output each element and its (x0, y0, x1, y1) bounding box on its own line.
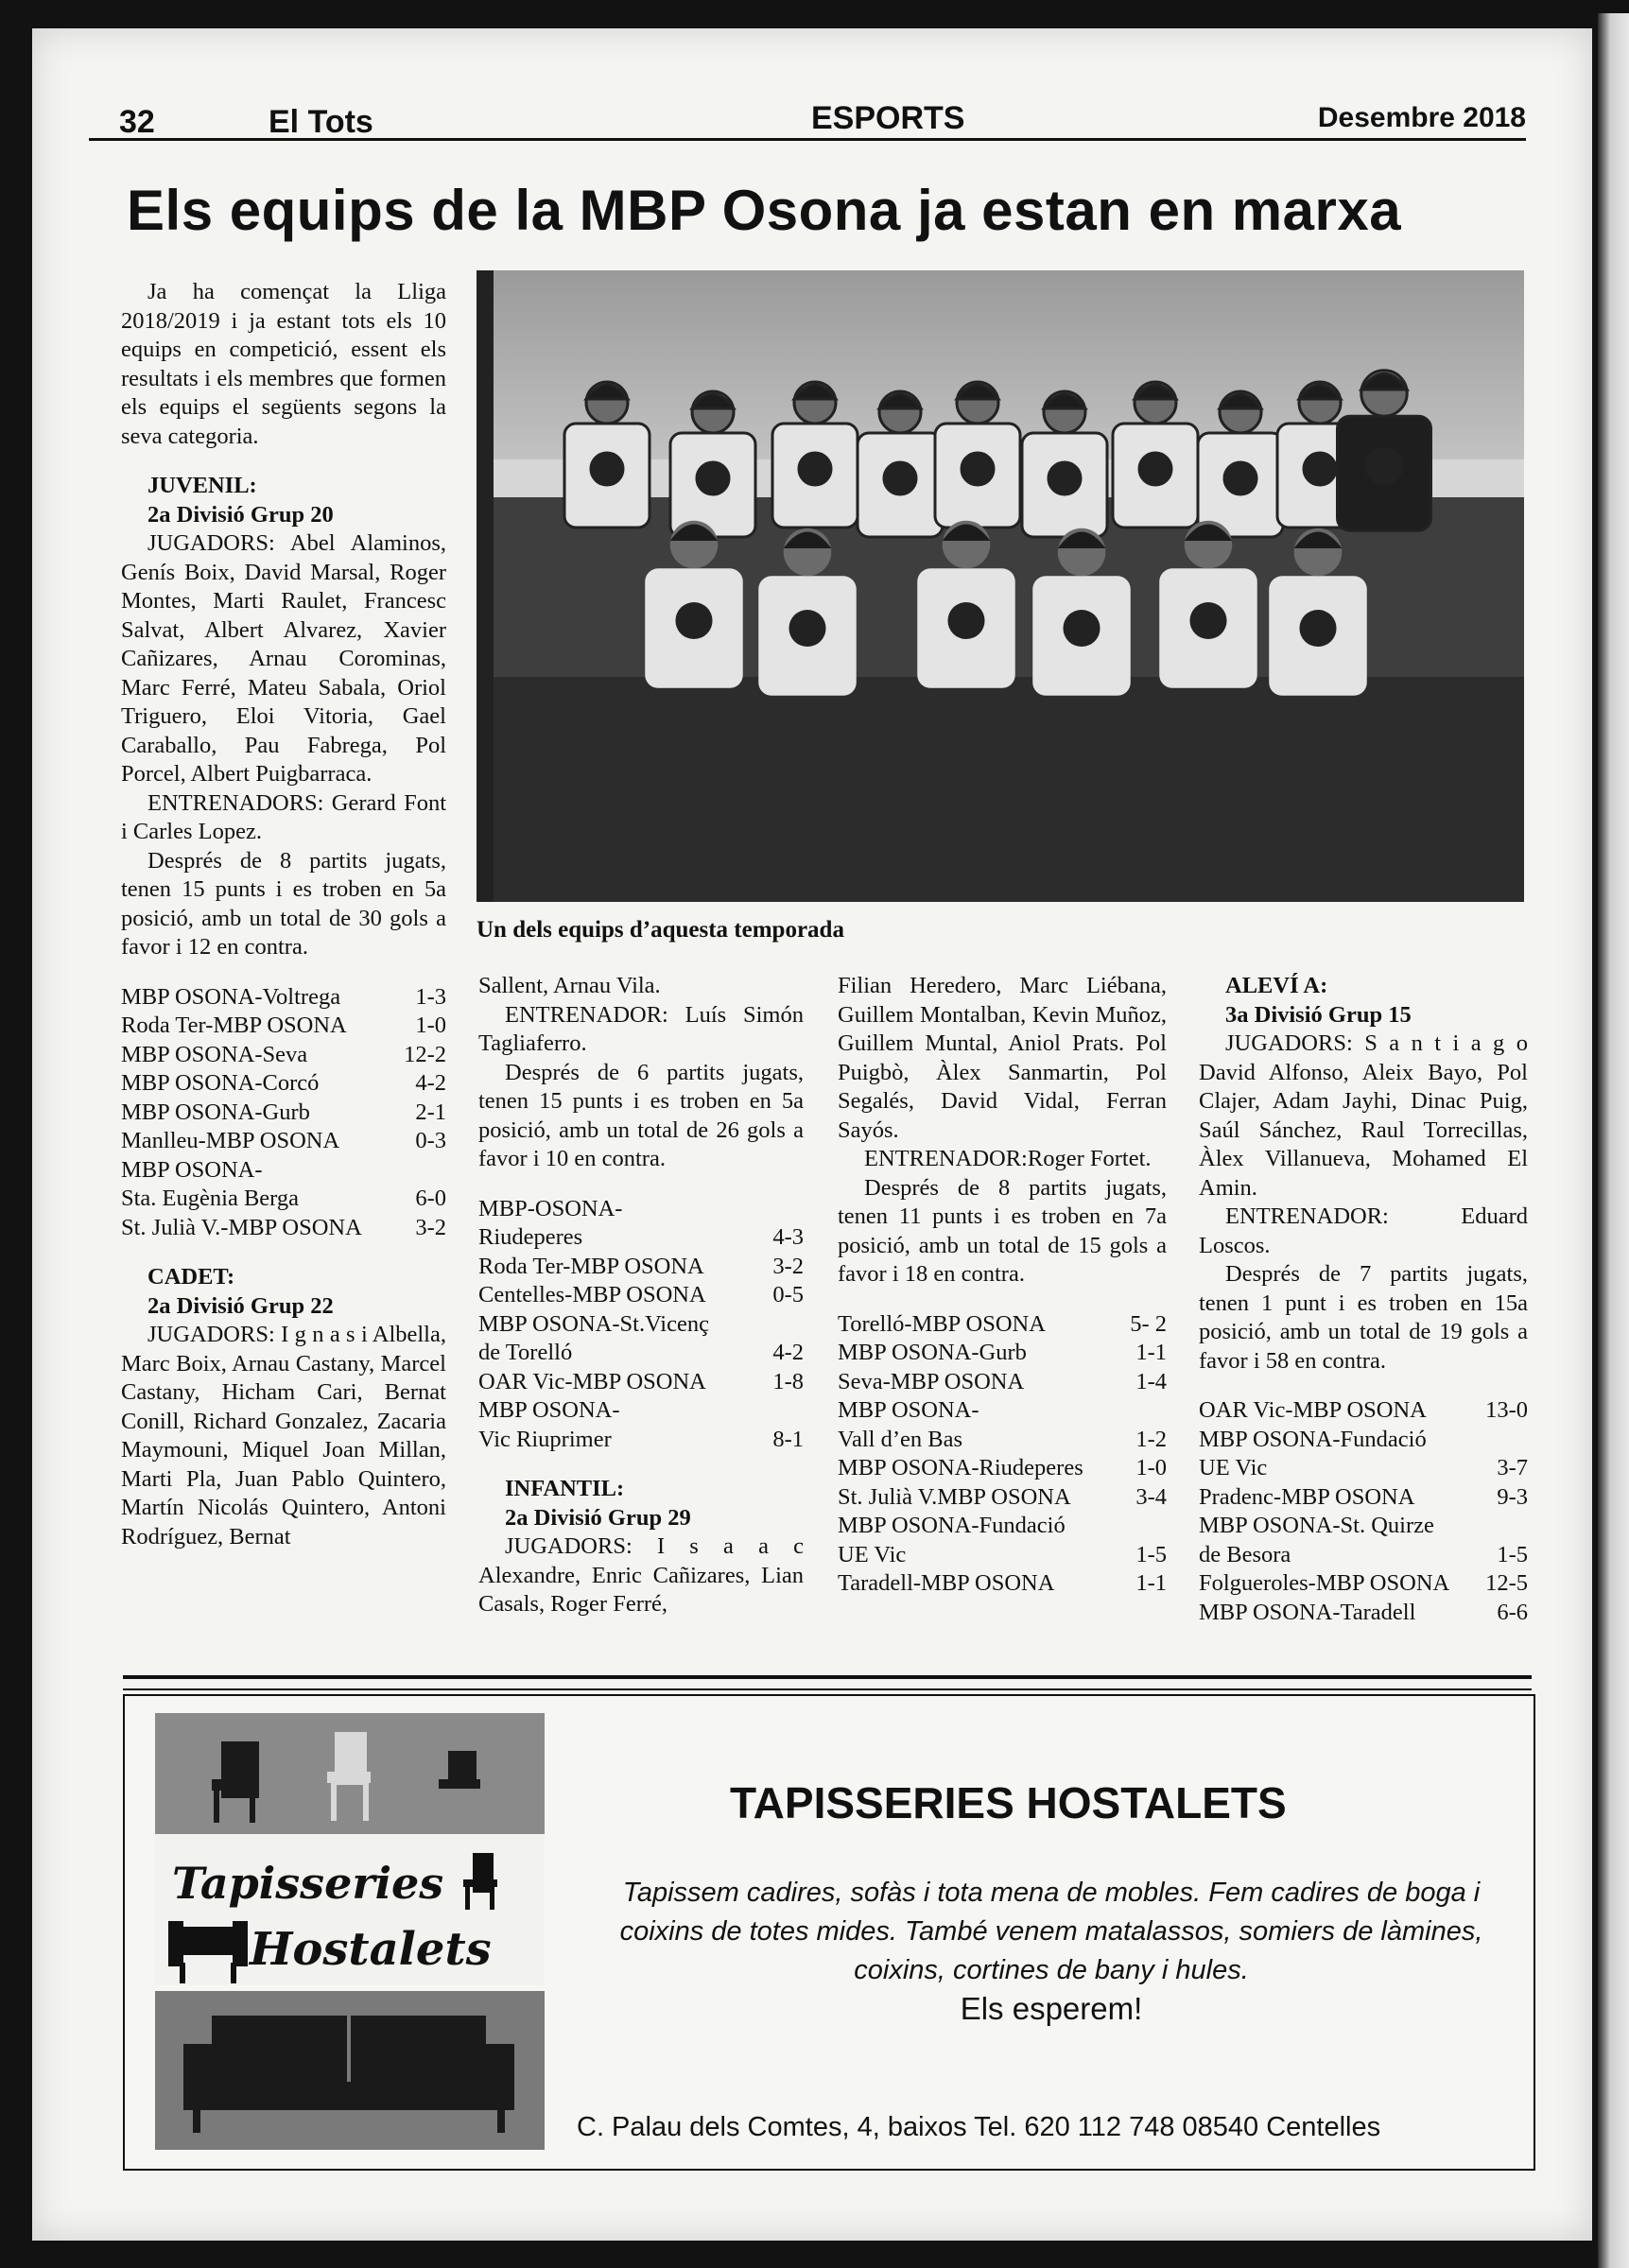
result-row (121, 1156, 446, 1186)
results-list (478, 1195, 804, 1455)
ad-title: TAPISSERIES HOSTALETS (730, 1778, 1287, 1827)
match-teams: MBP OSONA-St. Quirze (1199, 1513, 1434, 1538)
result-row (478, 1310, 804, 1340)
result-row (478, 1426, 804, 1455)
match-teams: MBP OSONA-Corcó (121, 1070, 320, 1096)
match-teams: Vall d’en Bas (838, 1426, 962, 1452)
match-score: 0-5 (772, 1282, 804, 1307)
match-teams: MBP OSONA-Gurb (838, 1340, 1027, 1365)
match-teams: MBP OSONA- (121, 1156, 263, 1183)
result-row (121, 983, 446, 1013)
match-teams: St. Julià V.-MBP OSONA (121, 1214, 362, 1240)
match-score: 12-2 (404, 1041, 446, 1067)
match-score: 3-4 (1135, 1483, 1167, 1510)
advertisement (123, 1694, 1535, 2171)
result-row (1199, 1396, 1528, 1426)
players-list: JUGADORS: I g n a s i Albella, Marc Boix, Arnau Castany, Marcel Castany, Hicham Cari, Bernat Conill, Richard Gonzalez, Zacaria Maymouni, Miquel Joan Millan, Marti Pla, Juan Pablo Quintero, Martín Nicolás Quintero, Antoni Rodríguez, Bernat (121, 1322, 446, 1550)
result-row (838, 1512, 1167, 1541)
result-row (121, 1214, 446, 1243)
players-list: JUGADORS: S a n t i a g o David Alfonso, Aleix Bayo, Pol Clajer, Adam Jayhi, Dinac Puig, Saúl Sánchez, Raul Torrecillas, Àlex Villanueva, Mohamed El Amin. (1199, 1030, 1528, 1201)
results-list (1199, 1396, 1528, 1627)
category-heading: JUVENIL: (147, 473, 257, 498)
match-score: 4-2 (772, 1340, 804, 1365)
match-teams: Centelles-MBP OSONA (478, 1282, 706, 1307)
match-teams: MBP OSONA-Fundació (1199, 1426, 1427, 1452)
match-teams: UE Vic (1199, 1455, 1268, 1480)
players-list: JUGADORS: Abel Alaminos, Genís Boix, David Marsal, Roger Montes, Marti Raulet, Francesc Salvat, Albert Alvarez, Xavier Cañizares, Arnau Corominas, Marc Ferré, Mateu Sabala, Oriol Triguero, Eloi Vitoria, Gael Caraballo, Pau Fabrega, Pol Porcel, Albert Puigbarraca. (121, 530, 446, 787)
match-score: 1-5 (1497, 1541, 1528, 1567)
match-teams: Manlleu-MBP OSONA (121, 1128, 340, 1153)
match-teams: Taradell-MBP OSONA (838, 1570, 1055, 1596)
match-score: 1-2 (1135, 1426, 1167, 1452)
match-score: 3-2 (415, 1214, 446, 1240)
result-row (838, 1339, 1167, 1368)
result-row (478, 1281, 804, 1310)
result-row (1199, 1426, 1528, 1455)
match-teams: Seva-MBP OSONA (838, 1368, 1025, 1394)
results-list (838, 1310, 1167, 1599)
coach-line: ENTRENADOR: Eduard Loscos. (1199, 1203, 1528, 1258)
match-teams: OAR Vic-MBP OSONA (478, 1368, 706, 1394)
match-teams: UE Vic (838, 1541, 907, 1567)
result-row (478, 1368, 804, 1397)
match-teams: St. Julià V.MBP OSONA (838, 1483, 1071, 1510)
group-heading: 3a Divisió Grup 15 (1225, 1001, 1412, 1028)
match-teams: MBP OSONA-Riudeperes (838, 1455, 1083, 1480)
match-score: 3-7 (1497, 1455, 1528, 1480)
result-row (838, 1454, 1167, 1483)
result-row (838, 1310, 1167, 1340)
match-teams: MBP OSONA-St.Vicenç (478, 1310, 709, 1337)
result-row (121, 1099, 446, 1128)
column-1 (121, 278, 446, 1551)
players-list-continued: Sallent, Arnau Vila. (478, 973, 661, 998)
result-row (838, 1426, 1167, 1455)
section-title: ESPORTS (811, 100, 965, 136)
column-4 (1199, 972, 1528, 1627)
summary-paragraph: Després de 7 partits jugats, tenen 1 punt i es troben en 15a posició, amb un total de 19 gols a favor i 58 en contra. (1199, 1261, 1528, 1374)
match-teams: Sta. Eugènia Berga (121, 1186, 300, 1211)
results-list (121, 983, 446, 1243)
page-edge (1598, 13, 1629, 2268)
match-teams: MBP OSONA-Taradell (1199, 1599, 1416, 1625)
result-row (478, 1253, 804, 1282)
result-row (478, 1339, 804, 1368)
match-score: 1-4 (1135, 1368, 1167, 1394)
ad-address: C. Palau dels Comtes, 4, baixos Tel. 620 112 748 08540 Centelles (577, 2112, 1381, 2142)
match-teams: MBP-OSONA- (478, 1195, 623, 1221)
result-row (838, 1483, 1167, 1513)
category-heading: ALEVÍ A: (1225, 973, 1328, 998)
match-score: 1-3 (415, 983, 446, 1010)
match-teams: MBP OSONA-Voltrega (121, 983, 341, 1010)
ad-logo-image (155, 1713, 545, 2150)
intro-paragraph: Ja ha començat la Lliga 2018/2019 i ja estant tots els 10 equips en competició, essent els resultats i els membres que formen els equips el següents segons la seva categoria. (121, 279, 446, 449)
match-teams: Roda Ter-MBP OSONA (478, 1253, 704, 1279)
match-teams: de Besora (1199, 1541, 1291, 1567)
match-score: 1-0 (1135, 1455, 1167, 1480)
coach-line: ENTRENADOR:Roger Fortet. (864, 1146, 1152, 1171)
coach-line: ENTRENADORS: Gerard Font i Carles Lopez. (121, 789, 446, 844)
coach-line: ENTRENADOR: Luís Simón Tagliaferro. (478, 1001, 804, 1056)
page-number: 32 (119, 104, 155, 140)
match-teams: MBP OSONA- (478, 1397, 620, 1423)
match-teams: Roda Ter-MBP OSONA (121, 1013, 347, 1038)
match-score: 4-3 (772, 1224, 804, 1250)
ad-closing: Els esperem! (960, 1991, 1143, 2026)
match-score: 1-1 (1135, 1340, 1167, 1365)
result-row (1199, 1454, 1528, 1483)
result-row (478, 1195, 804, 1224)
result-row (1199, 1599, 1528, 1628)
category-heading: INFANTIL: (505, 1476, 625, 1501)
issue-date: Desembre 2018 (1317, 102, 1526, 133)
result-row (121, 1127, 446, 1156)
magazine-name: El Tots (269, 104, 373, 140)
match-score: 1-5 (1135, 1541, 1167, 1567)
match-teams: MBP OSONA-Gurb (121, 1099, 310, 1125)
match-teams: Torelló-MBP OSONA (838, 1310, 1046, 1337)
match-score: 2-1 (415, 1099, 446, 1125)
result-row (478, 1223, 804, 1253)
match-score: 1-8 (772, 1368, 804, 1394)
column-2 (478, 972, 804, 1619)
match-score: 13-0 (1485, 1397, 1528, 1423)
result-row (838, 1569, 1167, 1599)
match-score: 4-2 (415, 1070, 446, 1096)
players-list-continued: Filian Heredero, Marc Liébana, Guillem Montalban, Kevin Muñoz, Guillem Muntal, Aniol Prats. Pol Puigbò, Àlex Sanmartin, Pol Segalés, David Vidal, Ferran Sayós. (838, 973, 1167, 1143)
column-3 (838, 972, 1167, 1599)
article-headline: Els equips de la MBP Osona ja estan en marxa (127, 179, 1402, 242)
match-score: 1-0 (415, 1013, 446, 1038)
match-teams: MBP OSONA-Seva (121, 1041, 308, 1067)
team-photo (477, 270, 1524, 902)
match-teams: Folgueroles-MBP OSONA (1199, 1570, 1450, 1596)
ad-description: Tapissem cadires, sofàs i tota mena de mobles. Fem cadires de boga i coixins de totes mides. També venem matalassos, somiers de làmines, coixins, cortines de bany i hules. (619, 1878, 1483, 1985)
match-score: 6-0 (415, 1186, 446, 1211)
group-heading: 2a Divisió Grup 29 (505, 1504, 691, 1531)
summary-paragraph: Després de 8 partits jugats, tenen 15 punts i es troben en 5a posició, amb un total de 30 gols a favor i 12 en contra. (121, 847, 446, 960)
result-row (1199, 1512, 1528, 1541)
match-teams: OAR Vic-MBP OSONA (1199, 1397, 1427, 1423)
match-teams: MBP OSONA-Fundació (838, 1513, 1066, 1538)
match-score: 9-3 (1497, 1483, 1528, 1510)
group-heading: 2a Divisió Grup 22 (147, 1292, 334, 1319)
result-row (121, 1041, 446, 1070)
result-row (478, 1396, 804, 1426)
match-score: 0-3 (415, 1128, 446, 1153)
page-header (89, 95, 1526, 141)
result-row (838, 1541, 1167, 1570)
result-row (838, 1368, 1167, 1397)
result-row (121, 1069, 446, 1099)
match-teams: de Torelló (478, 1340, 573, 1365)
match-teams: MBP OSONA- (838, 1397, 979, 1423)
category-heading: CADET: (147, 1264, 235, 1290)
players-list: JUGADORS: I s a a c Alexandre, Enric Cañizares, Lian Casals, Roger Ferré, (478, 1533, 804, 1617)
summary-paragraph: Després de 6 partits jugats, tenen 15 punts i es troben en 5a posició, amb un total de 26 gols a favor i 10 en contra. (478, 1059, 804, 1171)
match-teams: Vic Riuprimer (478, 1426, 612, 1452)
match-score: 8-1 (772, 1426, 804, 1452)
match-score: 1-1 (1135, 1570, 1167, 1596)
result-row (121, 1012, 446, 1041)
result-row (1199, 1569, 1528, 1599)
result-row (121, 1185, 446, 1214)
match-score: 5- 2 (1130, 1310, 1167, 1337)
ad-logo-text-1: Tapisseries (172, 1858, 444, 1909)
photo-caption: Un dels equips d’aquesta temporada (477, 917, 844, 943)
group-heading: 2a Divisió Grup 20 (147, 501, 334, 528)
result-row (1199, 1483, 1528, 1513)
match-score: 6-6 (1497, 1599, 1528, 1625)
match-score: 3-2 (772, 1253, 804, 1279)
match-teams: Pradenc-MBP OSONA (1199, 1483, 1415, 1510)
match-teams: Riudeperes (478, 1224, 583, 1250)
double-rule-divider (123, 1675, 1532, 1690)
result-row (838, 1396, 1167, 1426)
match-score: 12-5 (1485, 1570, 1528, 1596)
summary-paragraph: Després de 8 partits jugats, tenen 11 punts i es troben en 7a posició, amb un total de 15 gols a favor i 18 en contra. (838, 1174, 1167, 1287)
ad-logo-text-2: Hostalets (250, 1923, 492, 1976)
result-row (1199, 1541, 1528, 1570)
